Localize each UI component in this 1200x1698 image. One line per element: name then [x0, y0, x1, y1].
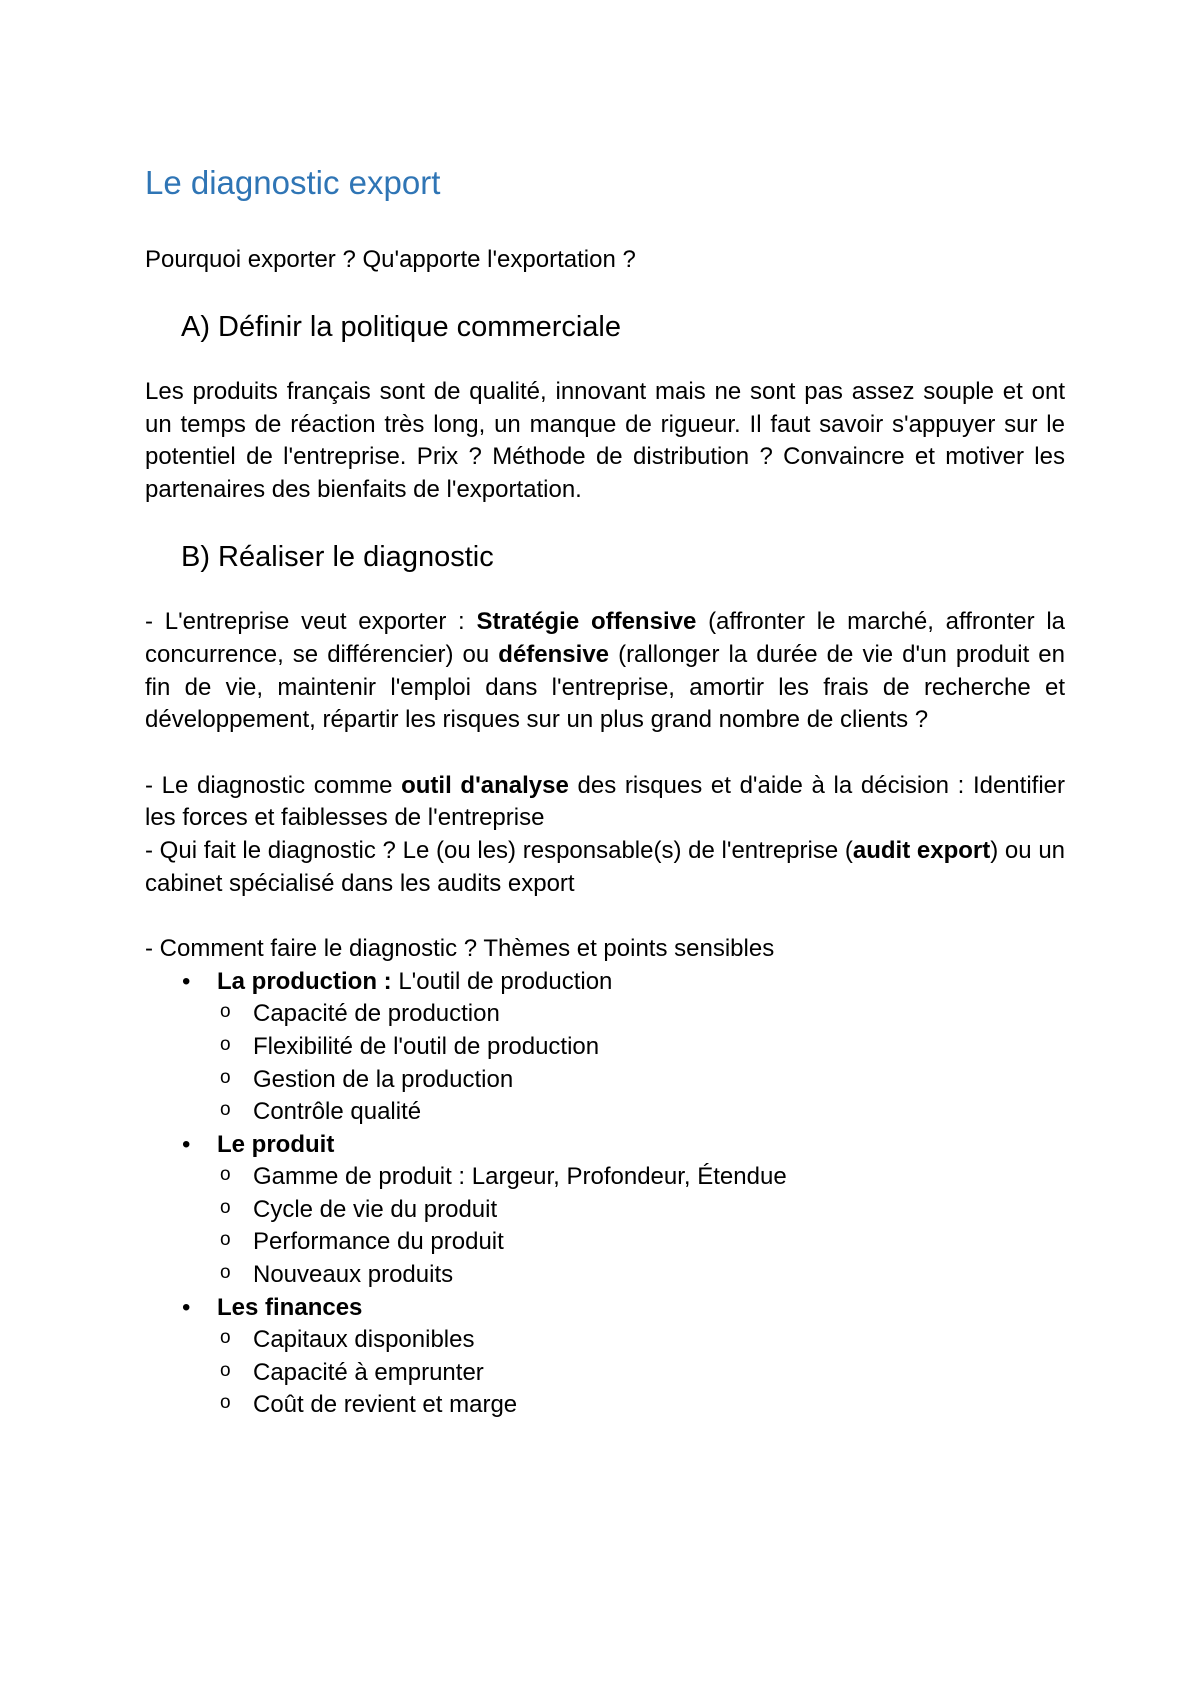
list-item [217, 1324, 1065, 1357]
list-item [217, 1161, 1065, 1194]
list-item-text: Coût de revient et marge [253, 1391, 518, 1419]
list-item [217, 1389, 1065, 1422]
who-paragraph [145, 835, 1065, 900]
bullet-circle-icon: o [220, 1229, 231, 1251]
list-item-text: Gamme de produit : Largeur, Profondeur, Étendue [253, 1163, 787, 1191]
list-item [217, 1064, 1065, 1097]
strategy-paragraph [145, 606, 1065, 736]
bullet-circle-icon: o [220, 1392, 231, 1414]
how-paragraph: - Comment faire le diagnostic ? Thèmes et points sensibles [145, 935, 775, 963]
theme-finances [145, 1292, 1065, 1422]
production-sublist [217, 998, 1065, 1128]
section-a-heading: A) Définir la politique commerciale [181, 311, 621, 343]
theme-rest: L'outil de production [391, 967, 613, 995]
analysis-text-2: des risques et d'aide à la décision : Identifier les forces et faiblesses de l'entreprise [145, 771, 1065, 832]
list-item-text: Performance du produit [253, 1228, 504, 1256]
section-b-heading: B) Réaliser le diagnostic [181, 541, 494, 574]
list-item [217, 1357, 1065, 1390]
bullet-circle-icon: o [220, 1196, 231, 1218]
list-item-text: Flexibilité de l'outil de production [253, 1032, 600, 1060]
bullet-dot-icon: • [182, 1293, 191, 1321]
theme-product [145, 1129, 1065, 1292]
bullet-circle-icon: o [220, 1164, 231, 1186]
list-item-text: Gestion de la production [253, 1065, 514, 1093]
list-item [217, 1194, 1065, 1227]
theme-label: Les finances [217, 1293, 363, 1321]
list-item-text: Nouveaux produits [253, 1261, 454, 1289]
who-text-1: - Qui fait le diagnostic ? Le (ou les) responsable(s) de l'entreprise ( [145, 836, 853, 864]
strategy-text-2: (affronter le marché, affronter la concurrence, se différencier) ou [145, 608, 1066, 668]
bullet-dot-icon: • [182, 1130, 191, 1158]
list-item-text: Capacité de production [253, 1000, 500, 1028]
list-item [217, 1031, 1065, 1064]
document-page [145, 160, 1065, 1422]
theme-label: Le produit [217, 1130, 335, 1158]
list-item [217, 1226, 1065, 1259]
product-sublist [217, 1161, 1065, 1291]
list-item [217, 1096, 1065, 1129]
analysis-paragraph [145, 770, 1065, 835]
bullet-circle-icon: o [220, 1066, 231, 1088]
list-item-text: Contrôle qualité [253, 1098, 422, 1126]
bullet-circle-icon: o [220, 1099, 231, 1121]
bullet-circle-icon: o [220, 1327, 231, 1349]
audit-export-bold: audit export [852, 836, 991, 864]
finances-sublist [217, 1324, 1065, 1422]
bullet-circle-icon: o [220, 1359, 231, 1381]
analysis-text-1: - Le diagnostic comme [145, 771, 402, 799]
list-item [217, 1259, 1065, 1292]
intro-question: Pourquoi exporter ? Qu'apporte l'exportation ? [145, 246, 636, 273]
bullet-dot-icon: • [182, 967, 191, 995]
strategy-defensive-bold: défensive [498, 640, 610, 668]
bullet-circle-icon: o [220, 1262, 231, 1284]
strategy-text-3: (rallonger la durée de vie d'un produit en fin de vie, maintenir l'emploi dans l'entreprise, amortir les frais de recherche et développement, répartir les risques sur un plus grand nombre de clients ? [145, 640, 1065, 734]
document-title: Le diagnostic export [145, 164, 441, 201]
list-item-text: Cycle de vie du produit [253, 1195, 498, 1223]
strategy-text-1: - L'entreprise veut exporter : [145, 608, 477, 636]
analysis-tool-bold: outil d'analyse [401, 771, 569, 799]
strategy-offensive-bold: Stratégie offensive [476, 608, 697, 636]
themes-list [145, 966, 1065, 1422]
who-text-2: ) ou un cabinet spécialisé dans les audits export [145, 836, 1066, 897]
list-item-text: Capacité à emprunter [253, 1358, 484, 1386]
bullet-circle-icon: o [220, 1001, 231, 1023]
theme-production [145, 966, 1065, 1129]
list-item [217, 998, 1065, 1031]
list-item-text: Capitaux disponibles [253, 1326, 475, 1354]
bullet-circle-icon: o [220, 1033, 231, 1055]
theme-label: La production : [217, 967, 392, 995]
section-a-paragraph: Les produits français sont de qualité, innovant mais ne sont pas assez souple et ont un temps de réaction très long, un manque de rigueur. Il faut savoir s'appuyer sur le potentiel de l'entreprise. Prix ? Méthode de distribution ? Convaincre et motiver les partenaires des bienfaits de l'exportation. [145, 378, 1065, 503]
